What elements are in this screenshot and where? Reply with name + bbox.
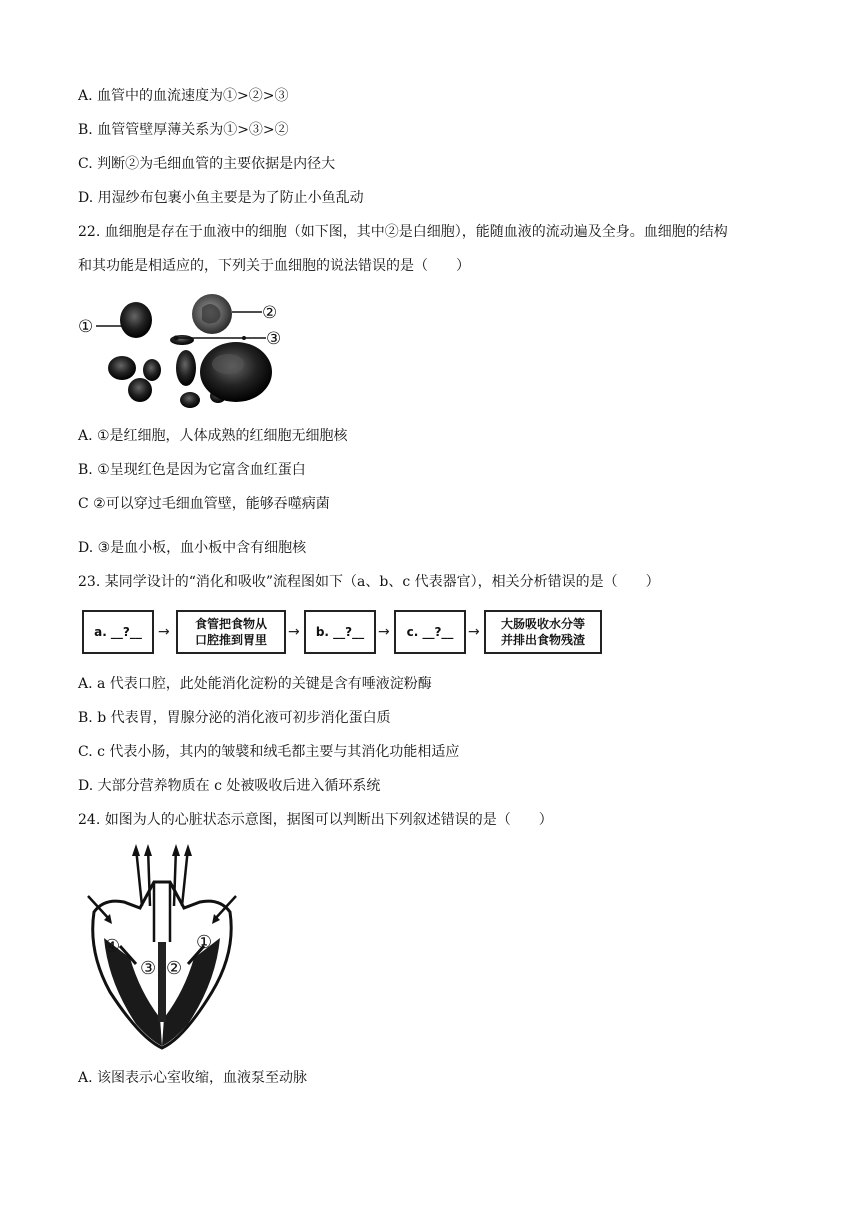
flow-arrow: → bbox=[288, 624, 300, 640]
flow-arrow: → bbox=[468, 624, 480, 640]
q21-option-d: D. 用湿纱布包裹小鱼主要是为了防止小鱼乱动 bbox=[78, 190, 364, 206]
label-2: ② bbox=[262, 303, 278, 323]
flow-box-a bbox=[82, 610, 154, 654]
label-1: ① bbox=[196, 932, 213, 953]
flow-box-b bbox=[304, 610, 376, 654]
q22-option-d: D. ③是血小板，血小板中含有细胞核 bbox=[78, 540, 307, 556]
q23-stem: 23. 某同学设计的“消化和吸收”流程图如下（a、b、c 代表器官），相关分析错误的是（ ） bbox=[78, 574, 660, 590]
flow-box-esophagus bbox=[176, 610, 286, 654]
flow-arrow: → bbox=[378, 624, 390, 640]
red-blood-cell bbox=[176, 350, 196, 386]
q22-option-b: B. ①呈现红色是因为它富含血红蛋白 bbox=[78, 462, 306, 478]
flow-box-esophagus-line1: 食管把食物从 bbox=[194, 617, 267, 631]
red-blood-cell bbox=[128, 378, 152, 402]
digestion-flowchart bbox=[82, 608, 622, 660]
flow-box-a-text: a. __?__ bbox=[94, 625, 142, 639]
q23-option-b: B. b 代表胃，胃腺分泌的消化液可初步消化蛋白质 bbox=[78, 710, 391, 726]
q23-option-a: A. a 代表口腔，此处能消化淀粉的关键是含有唾液淀粉酶 bbox=[78, 676, 432, 692]
red-blood-cell bbox=[180, 392, 200, 408]
label-1: ① bbox=[78, 317, 94, 337]
flow-arrow: → bbox=[158, 624, 170, 640]
septum bbox=[158, 942, 166, 1022]
q21-option-c: C. 判断②为毛细血管的主要依据是内径大 bbox=[78, 156, 336, 172]
q23-option-d: D. 大部分营养物质在 c 处被吸收后进入循环系统 bbox=[78, 778, 381, 794]
flow-box-large-intestine bbox=[484, 610, 602, 654]
red-blood-cell bbox=[120, 302, 152, 338]
outflow-arrow-icon bbox=[132, 844, 192, 856]
blood-cells-figure bbox=[78, 292, 298, 410]
red-blood-cell bbox=[143, 359, 161, 381]
heart-diagram bbox=[80, 842, 250, 1054]
red-blood-cell bbox=[170, 335, 194, 345]
flow-box-c bbox=[394, 610, 466, 654]
red-blood-cell bbox=[108, 356, 136, 380]
label-3: ③ bbox=[266, 329, 282, 349]
q22-stem-line1: 22. 血细胞是存在于血液中的细胞（如下图，其中②是白细胞），能随血液的流动遍及全身。血细胞的结构 bbox=[78, 224, 728, 240]
flow-box-large-intestine-line1: 大肠吸收水分等 bbox=[500, 617, 585, 631]
flow-box-c-text: c. __?__ bbox=[406, 625, 454, 639]
q22-option-a: A. ①是红细胞，人体成熟的红细胞无细胞核 bbox=[78, 428, 348, 444]
q22-stem-line2: 和其功能是相适应的，下列关于血细胞的说法错误的是（ ） bbox=[78, 258, 470, 274]
flow-box-b-text: b. __?__ bbox=[315, 625, 365, 639]
label-2: ② bbox=[166, 958, 183, 979]
q21-option-b: B. 血管管壁厚薄关系为①>③>② bbox=[78, 122, 289, 138]
q24-stem: 24. 如图为人的心脏状态示意图，据图可以判断出下列叙述错误的是（ ） bbox=[78, 812, 553, 828]
q21-option-a: A. 血管中的血流速度为①>②>③ bbox=[78, 88, 289, 104]
flow-box-esophagus-line2: 口腔推到胃里 bbox=[194, 633, 267, 647]
q22-option-c: C ②可以穿过毛细血管壁，能够吞噬病菌 bbox=[78, 496, 330, 512]
flow-box-large-intestine-line2: 并排出食物残渣 bbox=[500, 633, 585, 647]
q24-option-a: A. 该图表示心室收缩，血液泵至动脉 bbox=[78, 1070, 308, 1086]
label-4: ④ bbox=[104, 936, 121, 957]
q23-option-c: C. c 代表小肠，其内的皱襞和绒毛都主要与其消化功能相适应 bbox=[78, 744, 460, 760]
label-3: ③ bbox=[140, 958, 157, 979]
